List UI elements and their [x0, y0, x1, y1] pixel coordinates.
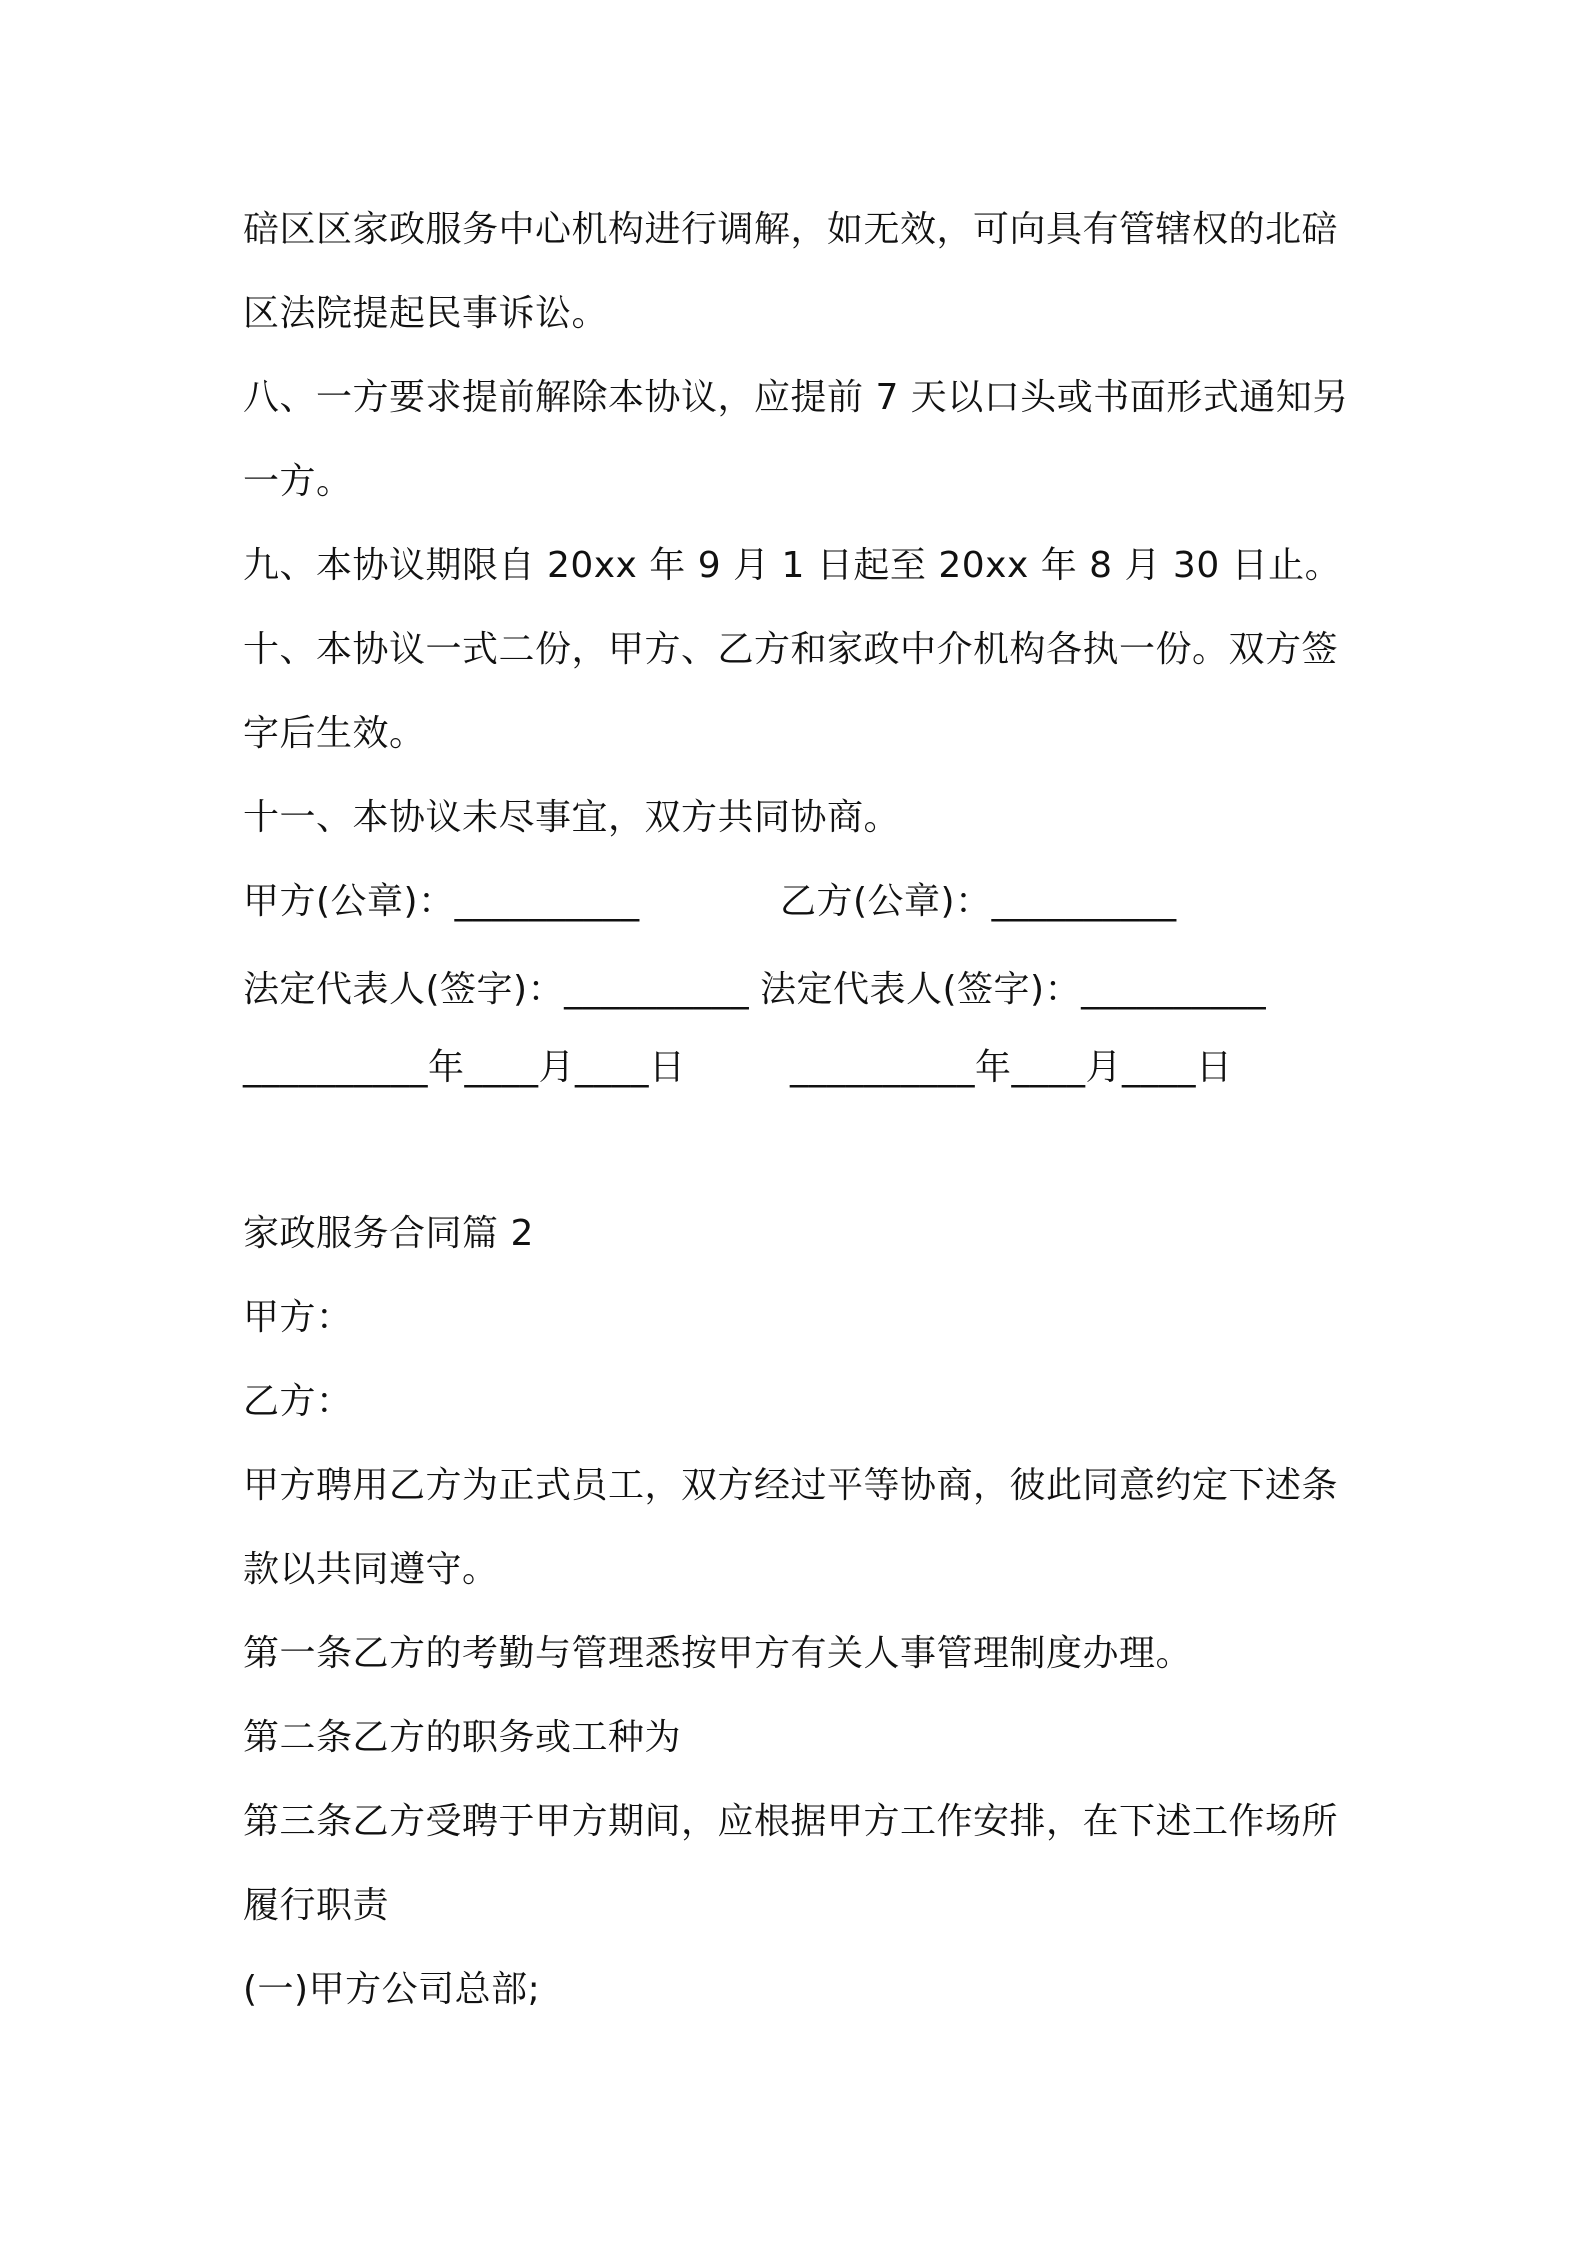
section-title: 家政服务合同篇 2 [243, 1213, 534, 1254]
paragraph-line: 一方。 [243, 461, 353, 502]
paragraph-line: 区法院提起民事诉讼。 [243, 293, 609, 334]
clause-10: 十、本协议一式二份，甲方、乙方和家政中介机构各执一份。双方签 [243, 629, 1339, 670]
party-b-seal-line: 乙方(公章)：__________ [780, 881, 1177, 922]
article-1: 第一条乙方的考勤与管理悉按甲方有关人事管理制度办理。 [243, 1633, 1193, 1674]
legal-rep-a-line: 法定代表人(签字)：__________ [243, 969, 750, 1010]
clause-8: 八、一方要求提前解除本协议，应提前 7 天以口头或书面形式通知另 [243, 377, 1349, 418]
clause-11: 十一、本协议未尽事宜，双方共同协商。 [243, 797, 901, 838]
paragraph-line: 款以共同遵守。 [243, 1549, 499, 1590]
article-3: 第三条乙方受聘于甲方期间，应根据甲方工作安排，在下述工作场所 [243, 1801, 1339, 1842]
list-item: (一)甲方公司总部; [243, 1969, 541, 2010]
paragraph-line: 履行职责 [243, 1885, 390, 1926]
paragraph-line: 甲方聘用乙方为正式员工，双方经过平等协商，彼此同意约定下述条 [243, 1465, 1339, 1506]
paragraph-line: 碚区区家政服务中心机构进行调解，如无效，可向具有管辖权的北碚 [243, 209, 1339, 250]
date-a-line: __________年____月____日 [243, 1047, 686, 1088]
article-2: 第二条乙方的职务或工种为 [243, 1717, 682, 1758]
legal-rep-b-line: 法定代表人(签字)：__________ [760, 969, 1267, 1010]
clause-9: 九、本协议期限自 20xx 年 9 月 1 日起至 20xx 年 8 月 30 日止。 [243, 545, 1342, 586]
party-a-seal-line: 甲方(公章)：__________ [243, 881, 640, 922]
date-b-line: __________年____月____日 [790, 1047, 1233, 1088]
paragraph-line: 字后生效。 [243, 713, 426, 754]
party-b-label: 乙方： [243, 1381, 353, 1422]
party-a-label: 甲方： [243, 1297, 353, 1338]
